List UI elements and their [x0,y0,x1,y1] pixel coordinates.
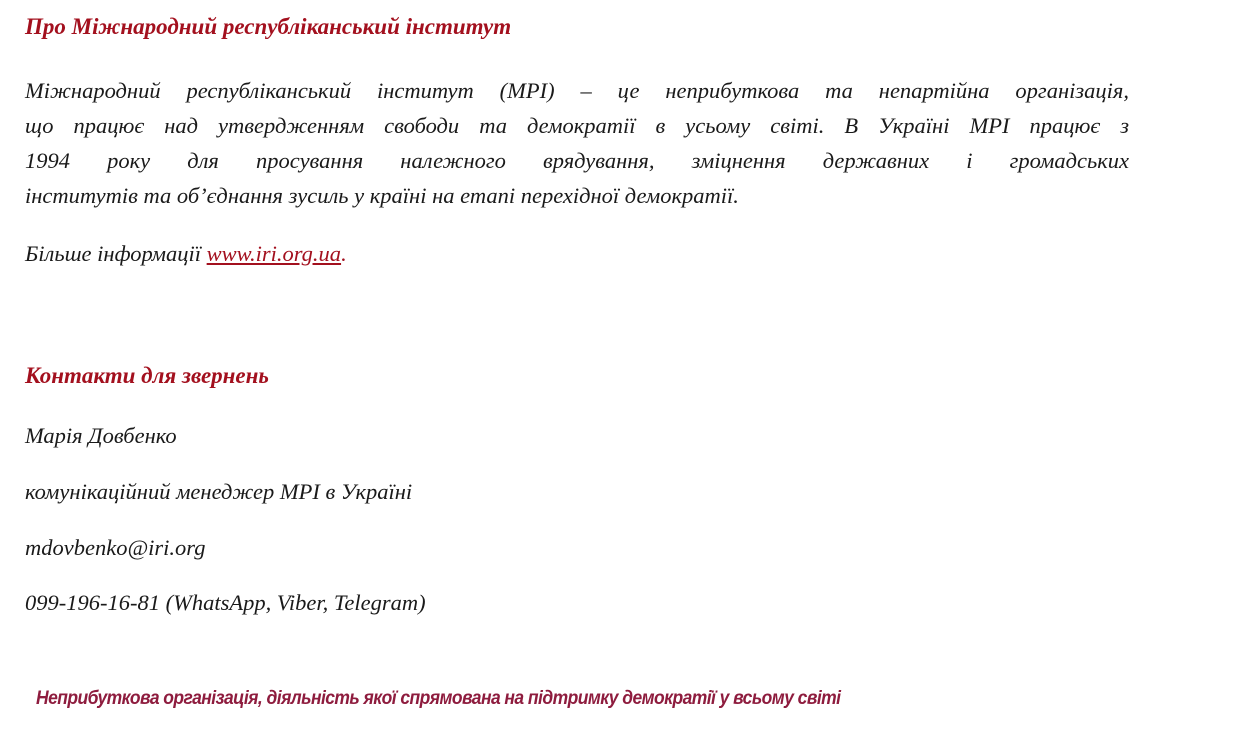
more-info-suffix: . [341,241,347,266]
website-link[interactable]: www.iri.org.ua [206,241,342,266]
about-heading: Про Міжнародний республіканський інститут [25,14,512,39]
contact-role: комунікаційний менеджер МРІ в Україні [25,479,413,504]
paragraph-line: інститутів та об’єднання зусиль у країні на етапі перехідної демократії. [25,183,739,208]
paragraph-line: що працює над утвердженням свободи та демократії в усьому світі. В Україні МРІ працює з [25,113,1129,138]
footer-tagline: Неприбуткова організація, діяльність якої спрямована на підтримку демократії у всьому світі [36,688,841,709]
paragraph-line: 1994 року для просування належного врядування, зміцнення державних і громадських [25,148,1129,173]
more-info-label: Більше інформації [25,241,202,266]
contacts-heading: Контакти для звернень [25,363,269,388]
contact-email[interactable]: mdovbenko@iri.org [25,535,206,560]
more-info [25,241,347,267]
paragraph-line: Міжнародний республіканський інститут (МРІ) – це неприбуткова та непартійна організація, [25,78,1129,103]
contact-name: Марія Довбенко [25,423,177,448]
about-paragraph [25,73,1129,213]
contact-phone: 099-196-16-81 (WhatsApp, Viber, Telegram) [25,590,426,615]
